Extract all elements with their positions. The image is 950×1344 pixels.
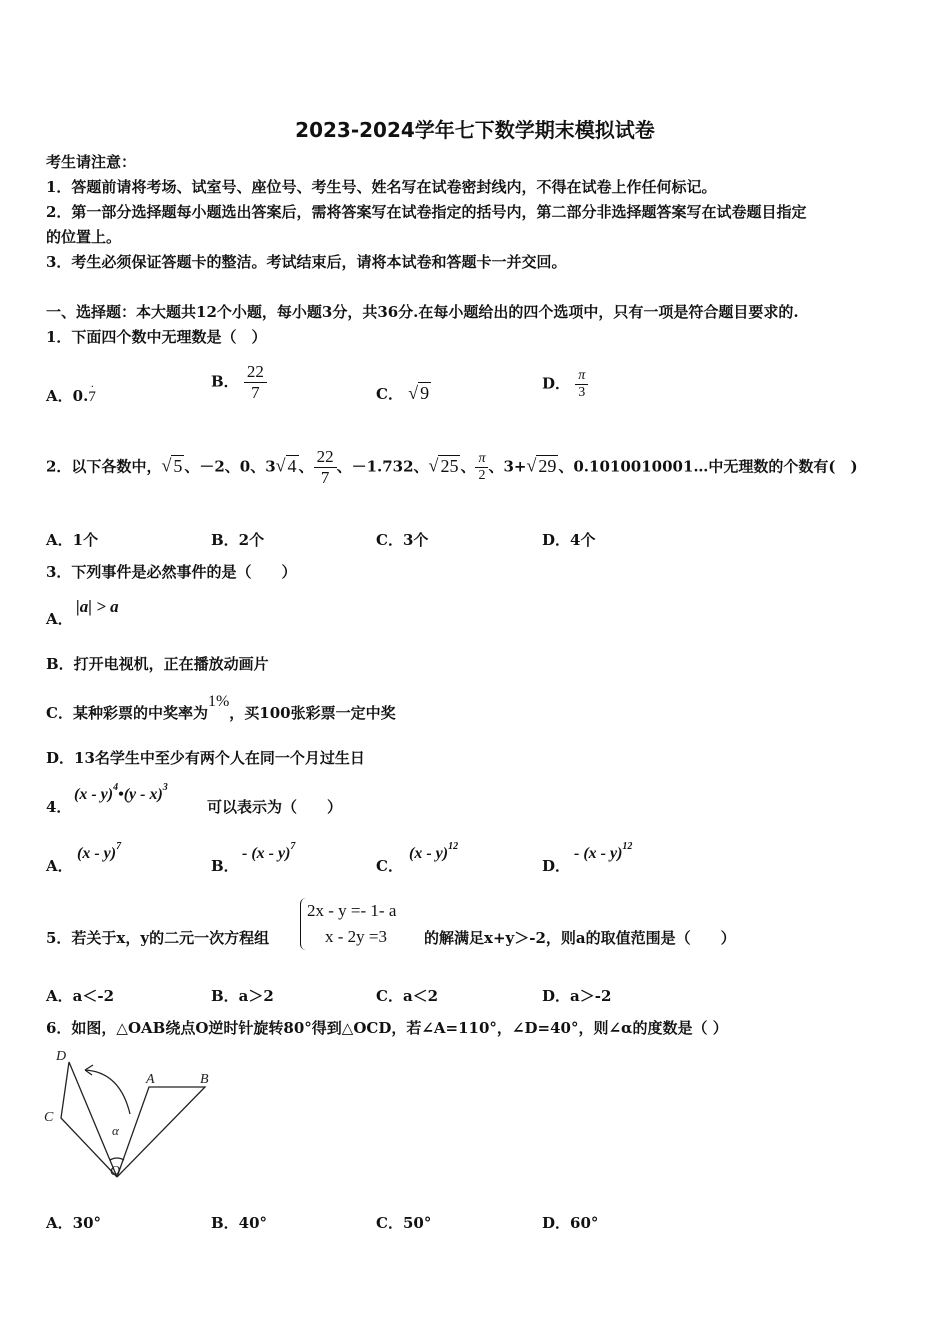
notice-item-3: 3．考生必须保证答题卡的整洁。考试结束后，请将本试卷和答题卡一并交回。 [46, 253, 567, 271]
label-alpha: α [112, 1123, 119, 1138]
q4-num: 4． [46, 798, 72, 816]
q4-option-b: - (x - y)$^7$ [242, 841, 296, 862]
angle-arc [110, 1158, 124, 1160]
q1-option-d: D． $\frac{\pi}{3}$ [542, 368, 588, 401]
q6-option-a: A．30° [46, 1214, 102, 1232]
q2-option-b: B．2个 [211, 531, 265, 549]
label-b: B [200, 1072, 209, 1087]
q3-option-a-expr: |a| > a [76, 597, 119, 616]
label-d: D [56, 1049, 67, 1064]
q3-option-d: D．13名学生中至少有两个人在同一个月过生日 [46, 749, 365, 767]
notice-item-2: 2．第一部分选择题每小题选出答案后，需将答案写在试卷指定的括号内，第二部分非选择题答案写在试卷题目指定 [46, 203, 807, 221]
q1-option-b: B． $\frac{22}{7}$ [211, 362, 267, 403]
q2-option-a: A．1个 [46, 531, 99, 549]
q6-option-b: B．40° [211, 1214, 268, 1232]
triangle-oab [117, 1087, 205, 1177]
sqrt: √ 9 [408, 383, 430, 403]
notice-item-2-cont: 的位置上。 [46, 228, 122, 246]
q4-option-c: (x - y)$^{12}$ [409, 841, 459, 862]
q5-option-a: A．a＜-2 [46, 987, 115, 1005]
q6-figure [40, 1042, 230, 1182]
label-a: A [146, 1072, 155, 1087]
q2-option-d: D．4个 [542, 531, 596, 549]
q4-option-a: (x - y)$^7$ [77, 841, 122, 862]
q1-option-c: C． √ 9 [376, 383, 430, 403]
q4-option-b-label: B． [211, 857, 239, 875]
q5-option-c: C．a＜2 [376, 987, 439, 1005]
q6-stem: 6．如图，△OAB绕点O逆时针旋转80°得到△OCD，若∠A=110°，∠D=40°，则∠α的度数是（ ） [46, 1019, 728, 1037]
q3-option-c: C．某种彩票的中奖率为1%，买100张彩票一定中奖 [46, 693, 396, 722]
q1-option-a: A．0.7 · [46, 379, 96, 405]
q6-option-c: C．50° [376, 1214, 432, 1232]
q4-option-d-label: D． [542, 857, 571, 875]
fraction: $\frac{\pi}{3}$ [575, 368, 588, 401]
q4-option-c-label: C． [376, 857, 403, 875]
label-c: C [44, 1110, 54, 1125]
q5-option-b: B．a＞2 [211, 987, 274, 1005]
q1-stem: 1．下面四个数中无理数是（ ） [46, 328, 267, 346]
q5-stem-post: 的解满足x+y＞-2，则a的取值范围是（ ） [424, 929, 736, 947]
notice-item-1: 1．答题前请将考场、试室号、座位号、考生号、姓名写在试卷密封线内，不得在试卷上作任何标记。 [46, 178, 717, 196]
q6-option-d: D．60° [542, 1214, 599, 1232]
rotation-arrow [85, 1070, 130, 1114]
q2-option-c: C．3个 [376, 531, 429, 549]
q4-stem: 可以表示为（ ） [207, 798, 343, 816]
q5-option-d: D．a＞-2 [542, 987, 612, 1005]
q3-option-a: A． [46, 610, 73, 628]
q5-stem-pre: 5．若关于x，y的二元一次方程组 [46, 929, 270, 947]
q3-stem: 3．下列事件是必然事件的是（ ） [46, 563, 297, 581]
q2-stem: 2．以下各数中，√ 5 、－2、0、3√ 4 、 $\frac{22}{7}$ 、－1.732、√ 25 、 $\frac{\pi}{2}$ 、3+√ 29 、0.1010010001…中无理数的个数有( ) [46, 447, 858, 487]
q4-expression: (x - y)$^4$•(y - x)$^3$ [74, 782, 168, 803]
label-o: O [110, 1164, 121, 1179]
section-heading: 一、选择题：本大题共12个小题，每小题3分，共36分.在每小题给出的四个选项中，只有一项是符合题目要求的. [46, 303, 799, 321]
q4-option-d: - (x - y)$^{12}$ [574, 841, 633, 862]
fraction: $\frac{22}{7}$ [244, 362, 267, 403]
triangle-ocd [61, 1062, 117, 1177]
page-title: 2023-2024学年七下数学期末模拟试卷 [295, 118, 655, 142]
notice-heading: 考生请注意： [46, 153, 137, 171]
q5-system: 2x - y =- 1- a x - 2y =3 [300, 898, 396, 950]
q3-option-b: B．打开电视机，正在播放动画片 [46, 655, 269, 673]
q4-option-a-label: A． [46, 857, 73, 875]
